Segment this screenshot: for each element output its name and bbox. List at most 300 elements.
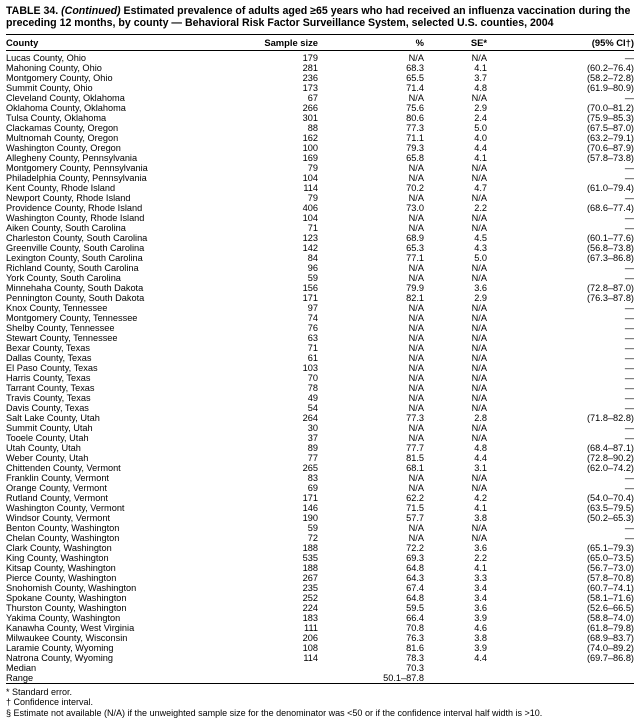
sample-size-cell: 67 (307, 92, 318, 103)
ci-cell: (63.5–79.5) (587, 502, 634, 513)
se-cell: N/A (471, 382, 487, 393)
county-cell: Pierce County, Washington (6, 572, 117, 583)
table-title-continued: (Continued) (61, 5, 121, 17)
se-cell: 4.0 (474, 132, 487, 143)
ci-cell: (72.8–87.0) (587, 282, 634, 293)
county-cell: Chittenden County, Vermont (6, 462, 121, 473)
county-cell: Montgomery County, Ohio (6, 72, 113, 83)
table-row (6, 453, 634, 463)
table-row (6, 623, 634, 633)
sample-size-cell: 96 (307, 262, 318, 273)
table-row (6, 173, 634, 183)
se-cell: N/A (471, 172, 487, 183)
ci-cell: — (624, 532, 634, 543)
se-cell: N/A (471, 302, 487, 313)
ci-cell: (71.8–82.8) (587, 412, 634, 423)
se-cell: N/A (471, 352, 487, 363)
sample-size-cell: 406 (302, 202, 318, 213)
se-cell: 5.0 (474, 122, 487, 133)
ci-cell: — (624, 382, 634, 393)
county-cell: Chelan County, Washington (6, 532, 120, 543)
county-cell: Kitsap County, Washington (6, 562, 116, 573)
table-row (6, 583, 634, 593)
ci-cell: — (624, 472, 634, 483)
ci-cell: — (624, 402, 634, 413)
ci-cell: — (624, 422, 634, 433)
percent-cell: 75.6 (406, 102, 424, 113)
county-cell: Providence County, Rhode Island (6, 202, 143, 213)
percent-cell: N/A (408, 52, 424, 63)
ci-cell: (50.2–65.3) (587, 512, 634, 523)
ci-cell: — (624, 312, 634, 323)
column-header-ci: (95% CI†) (487, 34, 634, 51)
table-row (6, 303, 634, 313)
sample-size-cell: 171 (302, 492, 318, 503)
ci-cell: (61.9–80.9) (587, 82, 634, 93)
table-row (6, 413, 634, 423)
percent-cell: 65.3 (406, 242, 424, 253)
table-row (6, 333, 634, 343)
se-cell: 4.1 (474, 62, 487, 73)
se-cell: 4.1 (474, 152, 487, 163)
table-row (6, 73, 634, 83)
table-row (6, 223, 634, 233)
se-cell: N/A (471, 262, 487, 273)
ci-cell: — (624, 222, 634, 233)
table-row (6, 153, 634, 163)
se-cell: 3.8 (474, 512, 487, 523)
percent-cell: N/A (408, 432, 424, 443)
percent-cell: 69.3 (406, 552, 424, 563)
se-cell: N/A (471, 432, 487, 443)
county-cell: Natrona County, Wyoming (6, 652, 113, 663)
percent-cell: N/A (408, 392, 424, 403)
sample-size-cell (256, 673, 318, 684)
se-cell: N/A (471, 392, 487, 403)
sample-size-cell: 89 (307, 442, 318, 453)
percent-cell: 78.3 (406, 652, 424, 663)
table-row (6, 373, 634, 383)
percent-cell: 67.4 (406, 582, 424, 593)
table-row (6, 593, 634, 603)
percent-cell: 70.3 (406, 662, 424, 673)
ci-cell: — (624, 372, 634, 383)
ci-cell: (60.7–74.1) (587, 582, 634, 593)
table-row (6, 543, 634, 553)
percent-cell: 79.3 (406, 142, 424, 153)
percent-cell: 70.2 (406, 182, 424, 193)
sample-size-cell: 84 (307, 252, 318, 263)
footnote-standard-error: * Standard error. (6, 686, 73, 697)
table-row (6, 103, 634, 113)
ci-cell: (70.6–87.9) (587, 142, 634, 153)
sample-size-cell: 54 (307, 402, 318, 413)
sample-size-cell: 97 (307, 302, 318, 313)
percent-cell: N/A (408, 372, 424, 383)
county-cell: York County, South Carolina (6, 272, 121, 283)
se-cell: N/A (471, 402, 487, 413)
se-cell: N/A (471, 532, 487, 543)
summary-row (6, 673, 634, 684)
county-cell: Knox County, Tennessee (6, 302, 108, 313)
percent-cell: 68.1 (406, 462, 424, 473)
ci-cell: — (624, 332, 634, 343)
sample-size-cell: 104 (302, 212, 318, 223)
se-cell: 3.6 (474, 282, 487, 293)
sample-size-cell: 69 (307, 482, 318, 493)
footnote-estimate-not-available: § Estimate not available (N/A) if the unweighted sample size for the denominator was <50 or if the confidence interval half width is >10. (6, 707, 543, 718)
county-cell: Franklin County, Vermont (6, 472, 109, 483)
table-row (6, 253, 634, 263)
table-row (6, 323, 634, 333)
column-header-percent: % (318, 34, 424, 51)
county-cell: Cleveland County, Oklahoma (6, 92, 125, 103)
sample-size-cell: 77 (307, 452, 318, 463)
sample-size-cell: 72 (307, 532, 318, 543)
percent-cell: N/A (408, 342, 424, 353)
table-row (6, 313, 634, 323)
ci-cell: (58.8–74.0) (587, 612, 634, 623)
table-title-text: Estimated prevalence of adults aged ≥65 years who had received an influenza vaccination during the preceding 12 months, by county — Behavioral Risk Factor Surveillance System, selected U.S. counties, 2004 (6, 5, 631, 30)
county-cell: Washington County, Vermont (6, 502, 125, 513)
table-row (6, 193, 634, 203)
se-cell: N/A (471, 342, 487, 353)
footnotes (6, 687, 634, 719)
table-row (6, 203, 634, 213)
se-cell: N/A (471, 522, 487, 533)
table-row (6, 243, 634, 253)
sample-size-cell: 266 (302, 102, 318, 113)
se-cell: 4.6 (474, 622, 487, 633)
sample-size-cell: 173 (302, 82, 318, 93)
county-cell: King County, Washington (6, 552, 109, 563)
sample-size-cell: 61 (307, 352, 318, 363)
percent-cell: N/A (408, 212, 424, 223)
se-cell: 3.8 (474, 632, 487, 643)
percent-cell: 65.8 (406, 152, 424, 163)
percent-cell: 72.2 (406, 542, 424, 553)
table-row (6, 483, 634, 493)
county-cell: Richland County, South Carolina (6, 262, 139, 273)
county-cell: Windsor County, Vermont (6, 512, 110, 523)
ci-cell: — (624, 352, 634, 363)
percent-cell: N/A (408, 172, 424, 183)
ci-cell: (56.8–73.8) (587, 242, 634, 253)
sample-size-cell: 156 (302, 282, 318, 293)
table-row (6, 93, 634, 103)
table-row (6, 553, 634, 563)
table-row (6, 213, 634, 223)
county-cell: Tarrant County, Texas (6, 382, 95, 393)
se-cell: 3.4 (474, 592, 487, 603)
percent-cell: N/A (408, 362, 424, 373)
county-cell: Allegheny County, Pennsylvania (6, 152, 138, 163)
se-cell: 4.4 (474, 652, 487, 663)
county-cell: Clark County, Washington (6, 542, 112, 553)
county-cell: Shelby County, Tennessee (6, 322, 115, 333)
sample-size-cell: 79 (307, 162, 318, 173)
ci-cell: — (624, 432, 634, 443)
percent-cell: 76.3 (406, 632, 424, 643)
percent-cell: 77.3 (406, 122, 424, 133)
se-cell: N/A (471, 472, 487, 483)
ci-cell: (72.8–90.2) (587, 452, 634, 463)
percent-cell: 68.3 (406, 62, 424, 73)
percent-cell: N/A (408, 382, 424, 393)
county-cell: Lucas County, Ohio (6, 52, 87, 63)
ci-cell: — (624, 262, 634, 273)
table-row (6, 503, 634, 513)
sample-size-cell: 224 (302, 602, 318, 613)
county-cell: Median (6, 662, 37, 673)
sample-size-cell: 100 (302, 142, 318, 153)
percent-cell: 50.1–87.8 (383, 672, 424, 683)
ci-cell: — (624, 272, 634, 283)
county-cell: Oklahoma County, Oklahoma (6, 102, 126, 113)
percent-cell: N/A (408, 272, 424, 283)
county-cell: Utah County, Utah (6, 442, 81, 453)
table-row (6, 403, 634, 413)
ci-cell (487, 673, 634, 684)
ci-cell: (63.2–79.1) (587, 132, 634, 143)
ci-cell: — (624, 212, 634, 223)
percent-cell: N/A (408, 92, 424, 103)
sample-size-cell: 114 (303, 182, 318, 193)
sample-size-cell: 301 (302, 112, 318, 123)
table-row (6, 563, 634, 573)
county-cell: Thurston County, Washington (6, 602, 127, 613)
ci-cell: — (624, 522, 634, 533)
ci-cell: (74.0–89.2) (587, 642, 634, 653)
sample-size-cell: 179 (302, 52, 318, 63)
county-cell: Yakima County, Washington (6, 612, 121, 623)
se-cell: 3.9 (474, 642, 487, 653)
percent-cell: N/A (408, 262, 424, 273)
ci-cell: (58.1–71.6) (587, 592, 634, 603)
table-row (6, 613, 634, 623)
ci-cell: — (624, 172, 634, 183)
percent-cell: 73.0 (406, 202, 424, 213)
ci-cell: (54.0–70.4) (587, 492, 634, 503)
table-header (6, 34, 634, 51)
sample-size-cell: 171 (302, 292, 318, 303)
se-cell: 4.7 (474, 182, 487, 193)
se-cell: N/A (471, 222, 487, 233)
ci-cell: (60.2–76.4) (587, 62, 634, 73)
footnote-confidence-interval: † Confidence interval. (6, 697, 94, 708)
county-cell: Pennington County, South Dakota (6, 292, 145, 303)
percent-cell: N/A (408, 322, 424, 333)
table-row (6, 493, 634, 503)
table-row (6, 143, 634, 153)
county-cell: Minnehaha County, South Dakota (6, 282, 144, 293)
sample-size-cell: 59 (307, 522, 318, 533)
table-row (6, 51, 634, 63)
county-cell: Summit County, Utah (6, 422, 93, 433)
sample-size-cell: 252 (302, 592, 318, 603)
county-cell: Spokane County, Washington (6, 592, 127, 603)
county-cell: Philadelphia County, Pennsylvania (6, 172, 147, 183)
sample-size-cell: 114 (303, 652, 318, 663)
table-row (6, 183, 634, 193)
se-cell: 4.1 (474, 502, 487, 513)
table-row (6, 643, 634, 653)
county-cell: Summit County, Ohio (6, 82, 93, 93)
county-cell: Milwaukee County, Wisconsin (6, 632, 128, 643)
percent-cell: 66.4 (406, 612, 424, 623)
sample-size-cell: 104 (302, 172, 318, 183)
ci-cell: (68.6–77.4) (587, 202, 634, 213)
se-cell: 3.6 (474, 542, 487, 553)
table-row (6, 273, 634, 283)
sample-size-cell: 146 (302, 502, 318, 513)
table-row (6, 133, 634, 143)
table-row (6, 263, 634, 273)
sample-size-cell: 63 (307, 332, 318, 343)
se-cell: 3.1 (474, 462, 487, 473)
table-row (6, 603, 634, 613)
county-cell: Clackamas County, Oregon (6, 122, 119, 133)
se-cell: 4.2 (474, 492, 487, 503)
table-row (6, 423, 634, 433)
ci-cell: (56.7–73.0) (587, 562, 634, 573)
se-cell: 4.5 (474, 232, 487, 243)
se-cell: N/A (471, 372, 487, 383)
county-cell: Benton County, Washington (6, 522, 120, 533)
county-cell: Aiken County, South Carolina (6, 222, 126, 233)
sample-size-cell: 76 (307, 322, 318, 333)
prevalence-table (6, 34, 634, 684)
table-row (6, 283, 634, 293)
ci-cell: — (624, 322, 634, 333)
table-row (6, 523, 634, 533)
county-cell: Travis County, Texas (6, 392, 91, 403)
county-cell: Snohomish County, Washington (6, 582, 137, 593)
percent-cell: N/A (408, 402, 424, 413)
se-cell: 3.3 (474, 572, 487, 583)
se-cell: N/A (471, 312, 487, 323)
se-cell: N/A (471, 272, 487, 283)
table-row (6, 343, 634, 353)
se-cell: 4.4 (474, 452, 487, 463)
sample-size-cell: 74 (307, 312, 318, 323)
se-cell: N/A (471, 162, 487, 173)
se-cell: 4.4 (474, 142, 487, 153)
county-cell: Montgomery County, Pennsylvania (6, 162, 148, 173)
table-row (6, 443, 634, 453)
ci-cell: — (624, 392, 634, 403)
se-cell: 5.0 (474, 252, 487, 263)
ci-cell: (68.4–87.1) (587, 442, 634, 453)
percent-cell: 70.8 (406, 622, 424, 633)
ci-cell: — (624, 162, 634, 173)
table-row (6, 353, 634, 363)
percent-cell: 71.1 (406, 132, 424, 143)
percent-cell: 71.4 (406, 82, 424, 93)
ci-cell: (58.2–72.8) (587, 72, 634, 83)
sample-size-cell: 188 (302, 542, 318, 553)
column-header-sample-size: Sample size (256, 34, 318, 51)
county-cell: Orange County, Vermont (6, 482, 107, 493)
se-cell: 3.7 (474, 72, 487, 83)
se-cell: 2.4 (474, 112, 487, 123)
ci-cell: — (624, 92, 634, 103)
percent-cell: 80.6 (406, 112, 424, 123)
percent-cell: N/A (408, 482, 424, 493)
sample-size-cell: 190 (302, 512, 318, 523)
county-cell: Kent County, Rhode Island (6, 182, 116, 193)
sample-size-cell: 142 (302, 242, 318, 253)
sample-size-cell: 111 (304, 622, 318, 633)
percent-cell: N/A (408, 352, 424, 363)
se-cell: N/A (471, 422, 487, 433)
se-cell: 2.8 (474, 412, 487, 423)
table-title-label: TABLE 34. (6, 5, 59, 17)
county-cell: Washington County, Oregon (6, 142, 121, 153)
column-header-se: SE* (424, 34, 487, 51)
sample-size-cell: 103 (302, 362, 318, 373)
percent-cell: 77.7 (406, 442, 424, 453)
ci-cell: (67.3–86.8) (587, 252, 634, 263)
percent-cell: 62.2 (406, 492, 424, 503)
percent-cell: N/A (408, 522, 424, 533)
county-cell: Lexington County, South Carolina (6, 252, 143, 263)
county-cell: Bexar County, Texas (6, 342, 90, 353)
county-cell: El Paso County, Texas (6, 362, 98, 373)
sample-size-cell: 264 (302, 412, 318, 423)
sample-size-cell: 88 (307, 122, 318, 133)
se-cell: 2.2 (474, 552, 487, 563)
se-cell: 4.8 (474, 442, 487, 453)
county-cell: Harris County, Texas (6, 372, 91, 383)
percent-cell: 68.9 (406, 232, 424, 243)
ci-cell: (68.9–83.7) (587, 632, 634, 643)
ci-cell: (76.3–87.8) (587, 292, 634, 303)
percent-cell: 79.9 (406, 282, 424, 293)
ci-cell: (69.7–86.8) (587, 652, 634, 663)
sample-size-cell: 235 (302, 582, 318, 593)
table-row (6, 473, 634, 483)
ci-cell: — (624, 342, 634, 353)
county-cell: Multnomah County, Oregon (6, 132, 119, 143)
county-cell: Montgomery County, Tennessee (6, 312, 138, 323)
percent-cell: N/A (408, 332, 424, 343)
county-cell: Tooele County, Utah (6, 432, 89, 443)
table-row (6, 83, 634, 93)
table-row (6, 293, 634, 303)
sample-size-cell: 236 (302, 72, 318, 83)
se-cell: N/A (471, 362, 487, 373)
ci-cell: (61.0–79.4) (587, 182, 634, 193)
ci-cell: — (624, 482, 634, 493)
county-cell: Dallas County, Texas (6, 352, 92, 363)
se-cell: 3.9 (474, 612, 487, 623)
ci-cell: (60.1–77.6) (587, 232, 634, 243)
sample-size-cell: 123 (302, 232, 318, 243)
ci-cell: — (624, 192, 634, 203)
se-cell: N/A (471, 92, 487, 103)
table-row (6, 383, 634, 393)
table-row (6, 533, 634, 543)
se-cell: 4.8 (474, 82, 487, 93)
se-cell: 2.2 (474, 202, 487, 213)
percent-cell: N/A (408, 222, 424, 233)
table-row (6, 573, 634, 583)
percent-cell: N/A (408, 422, 424, 433)
county-cell: Kanawha County, West Virginia (6, 622, 135, 633)
sample-size-cell: 79 (307, 192, 318, 203)
percent-cell: 77.1 (406, 252, 424, 263)
